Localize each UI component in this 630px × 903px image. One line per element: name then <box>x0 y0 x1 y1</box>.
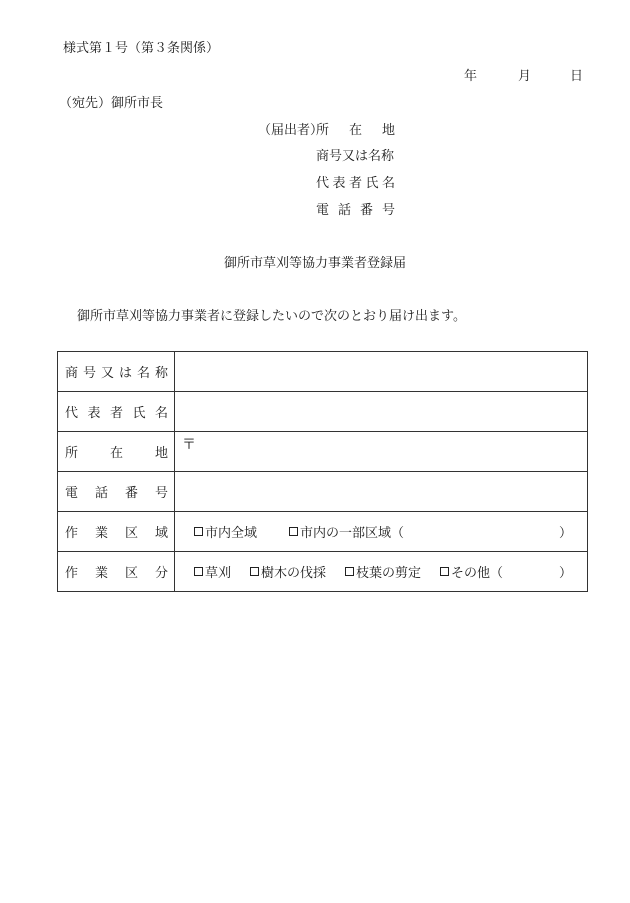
checkbox-icon[interactable] <box>194 567 203 576</box>
date-year-label: 年 <box>464 69 478 84</box>
checkbox-icon[interactable] <box>250 567 259 576</box>
business-name-label: 商号又は名称 <box>58 352 175 392</box>
checkbox-icon[interactable] <box>345 567 354 576</box>
table-row-representative <box>58 392 588 432</box>
table-row-work-area <box>58 512 588 552</box>
work-area-all-option[interactable]: 市内全域 <box>194 522 257 541</box>
work-area-close-paren: ） <box>558 526 572 541</box>
business-name-field[interactable] <box>175 352 588 392</box>
registration-table <box>57 351 588 592</box>
filer-address-label: 所在地 <box>316 123 395 138</box>
work-type-close-paren: ） <box>558 566 572 581</box>
representative-field[interactable] <box>175 392 588 432</box>
filer-representative-label: 代表者氏名 <box>316 176 395 191</box>
address-field[interactable] <box>175 432 588 472</box>
table-row-business-name <box>58 352 588 392</box>
checkbox-icon[interactable] <box>194 527 203 536</box>
filer-label: （届出者） <box>258 123 324 138</box>
work-area-label: 作業区域 <box>58 512 175 552</box>
work-area-part-option[interactable]: 市内の一部区域（ <box>289 522 404 541</box>
work-type-label: 作業区分 <box>58 552 175 592</box>
phone-label: 電話番号 <box>58 472 175 512</box>
work-type-options <box>175 552 588 592</box>
filer-phone-label: 電話番号 <box>316 203 395 218</box>
date-day-label: 日 <box>570 69 584 84</box>
filer-business-name-label: 商号又は名称 <box>316 149 395 164</box>
form-number: 様式第１号（第３条関係） <box>63 41 220 56</box>
postal-mark: 〒 <box>182 437 196 453</box>
document-title: 御所市草刈等協力事業者登録届 <box>223 256 406 271</box>
work-type-felling-option[interactable]: 樹木の伐採 <box>250 562 326 581</box>
checkbox-icon[interactable] <box>289 527 298 536</box>
table-row-phone <box>58 472 588 512</box>
date-month-label: 月 <box>518 69 532 84</box>
table-row-address <box>58 432 588 472</box>
work-type-pruning-option[interactable]: 枝葉の剪定 <box>345 562 421 581</box>
statement: 御所市草刈等協力事業者に登録したいので次のとおり届け出ます。 <box>77 309 466 324</box>
representative-label: 代表者氏名 <box>58 392 175 432</box>
work-type-mowing-option[interactable]: 草刈 <box>194 562 231 581</box>
work-type-other-option[interactable]: その他（ <box>440 562 503 581</box>
table-row-work-type <box>58 552 588 592</box>
work-area-options <box>175 512 588 552</box>
address-label: 所在地 <box>58 432 175 472</box>
phone-field[interactable] <box>175 472 588 512</box>
addressee: （宛先）御所市長 <box>59 96 164 111</box>
checkbox-icon[interactable] <box>440 567 449 576</box>
